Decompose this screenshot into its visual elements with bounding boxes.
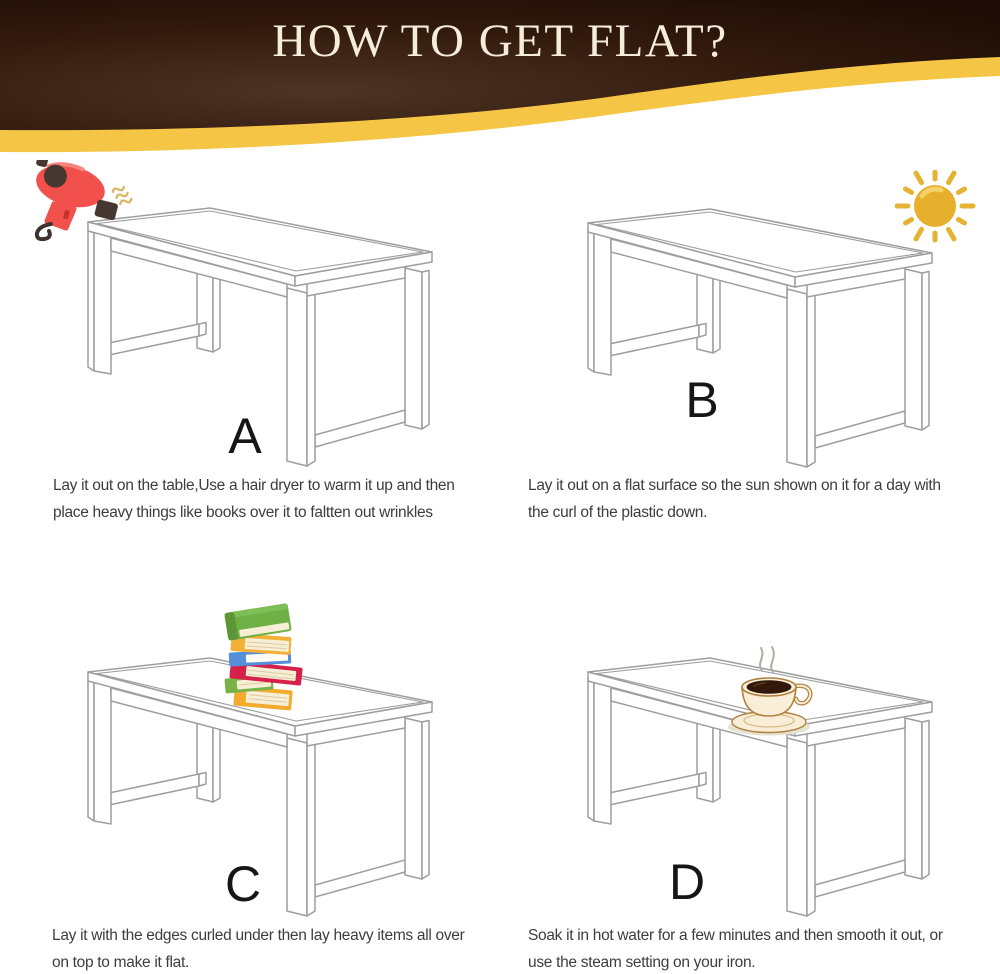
method-description-b [528,472,941,526]
method-description-a [53,472,455,526]
description-line: place heavy things like books over it to faltten out wrinkles [53,504,433,521]
description-line: Lay it out on a flat surface so the sun shown on it for a day with [528,477,941,494]
coffee-cup-icon [712,642,832,747]
heat-waves-icon [112,184,132,206]
method-description-d [528,922,943,974]
description-line: the curl of the plastic down. [528,504,708,521]
method-description-c [52,922,464,974]
books-stack-icon [205,593,335,723]
method-label-d: D [668,854,706,910]
table-illustration-b [580,203,940,483]
description-line: Lay it with the edges curled under then lay heavy items all over [52,927,465,944]
method-label-c: C [224,856,262,912]
hair-dryer-icon [20,160,140,245]
method-label-b: B [685,372,719,428]
sun-icon [895,170,983,248]
method-label-a: A [228,408,262,464]
steam-icon [760,647,774,672]
description-line: Lay it out on the table,Use a hair dryer to warm it up and then [53,477,455,494]
description-line: use the steam setting on your iron. [528,954,756,971]
description-line: Soak it in hot water for a few minutes and then smooth it out, or [528,927,943,944]
page-title: HOW TO GET FLAT? [272,15,728,67]
dryer-cord [37,224,51,239]
description-line: on top to make it flat. [52,954,189,971]
